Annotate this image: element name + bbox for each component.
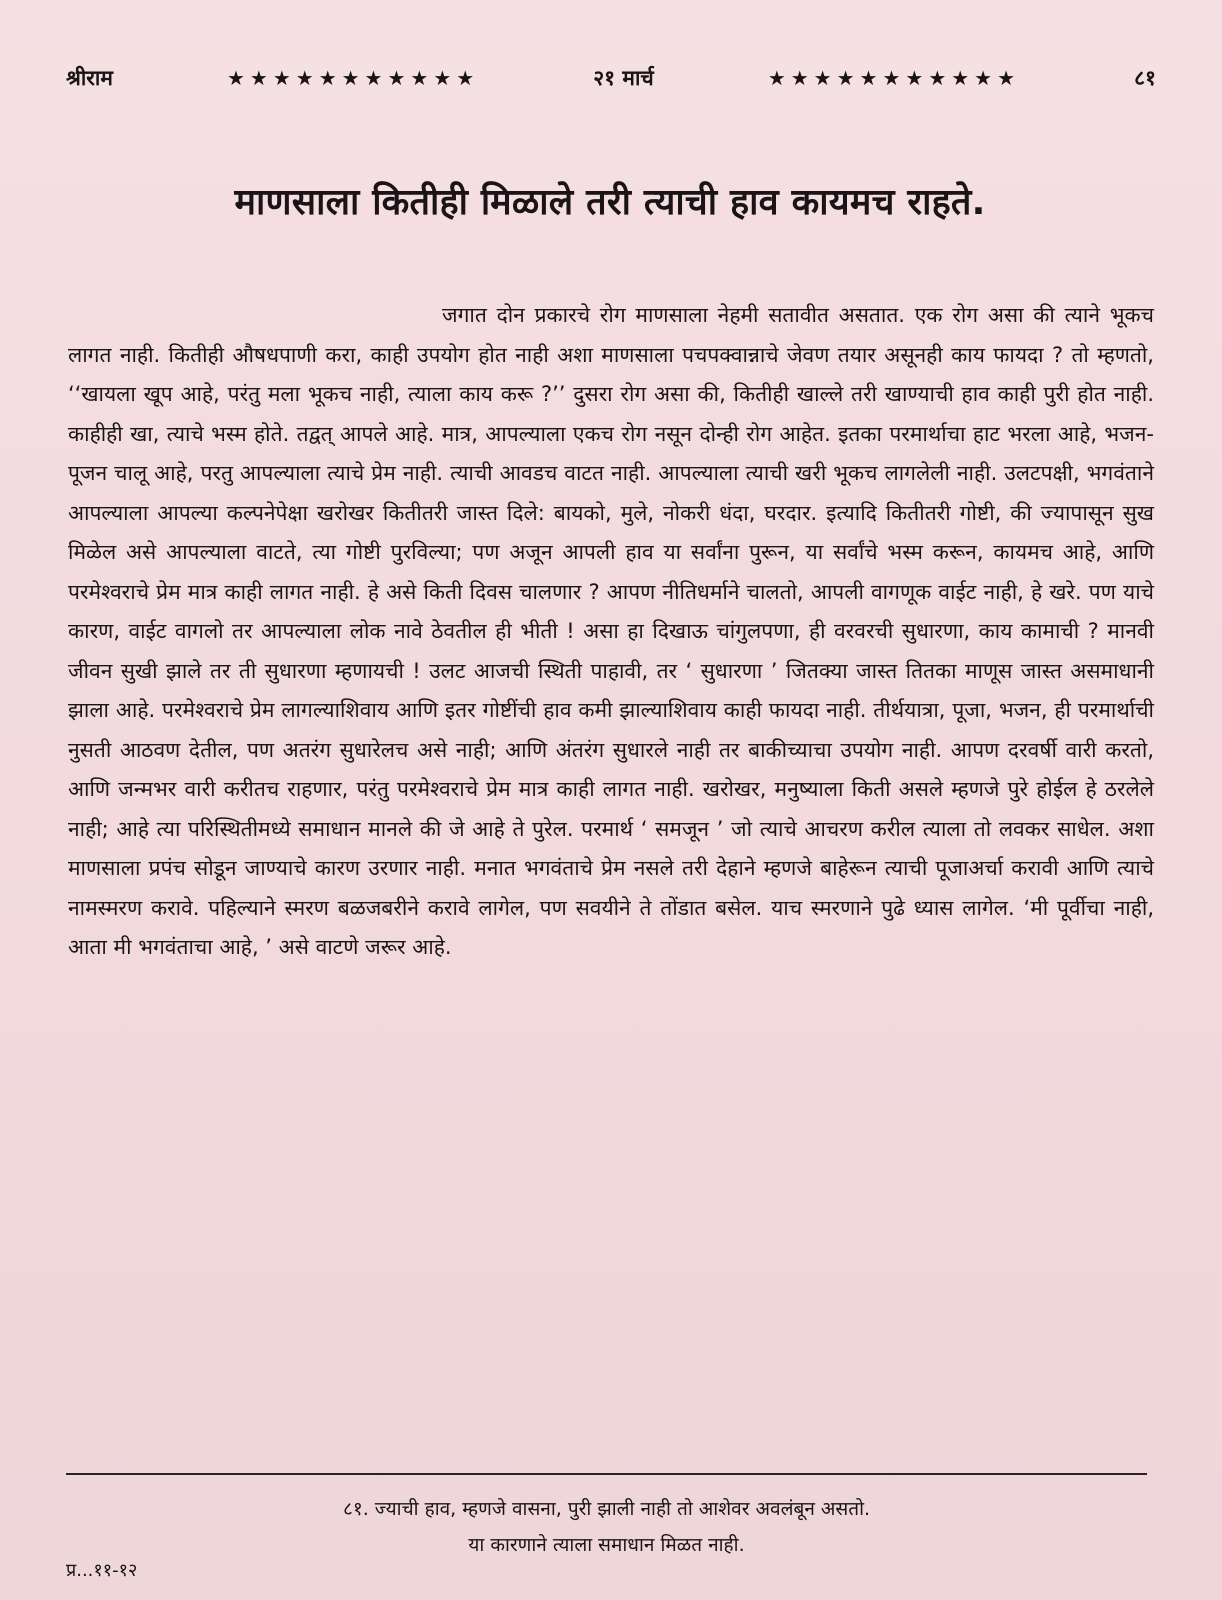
- print-signature: प्र...११-१२: [66, 1560, 138, 1581]
- footnote-divider: [66, 1473, 1147, 1475]
- body-paragraph: जगात दोन प्रकारचे रोग माणसाला नेहमी सतावीत असतात. एक रोग असा की त्याने भूकच लागत नाही. कितीही औषधपाणी करा, काही उपयोग होत नाही अशा माणसाला पचपक्वान्नाचे जेवण तयार असूनही काय फायदा ? तो म्हणतो, ‘‘खायला खूप आहे, परंतु मला भूकच नाही, त्याला काय करू ?’’ दुसरा रोग असा की, कितीही खाल्ले तरी खाण्याची हाव काही पुरी होत नाही. काहीही खा, त्याचे भस्म होते. तद्वत् आपले आहे. मात्र, आपल्याला एकच रोग नसून दोन्ही रोग आहेत. इतका परमार्थाचा हाट भरला आहे, भजन-पूजन चालू आहे, परतु आपल्याला त्याचे प्रेम नाही. त्याची आवडच वाटत नाही. आपल्याला त्याची खरी भूकच लागलेली नाही. उलटपक्षी, भगवंताने आपल्याला आपल्या कल्पनेपेक्षा खरोखर कितीतरी जास्त दिले: बायको, मुले, नोकरी धंदा, घरदार. इत्यादि कितीतरी गोष्टी, की ज्यापासून सुख मिळेल असे आपल्याला वाटते, त्या गोष्टी पुरविल्या; पण अजून आपली हाव या सर्वांना पुरून, या सर्वांचे भस्म करून, कायमच आहे, आणि परमेश्वराचे प्रेम मात्र काही लागत नाही. हे असे किती दिवस चालणार ? आपण नीतिधर्माने चालतो, आपली वागणूक वाईट नाही, हे खरे. पण याचे कारण, वाईट वागलो तर आपल्याला लोक नावे ठेवतील ही भीती ! असा हा दिखाऊ चांगुलपणा, ही वरवरची सुधारणा, काय कामाची ? मानवी जीवन सुखी झाले तर ती सुधारणा म्हणायची ! उलट आजची स्थिती पाहावी, तर ‘ सुधारणा ’ जितक्या जास्त तितका माणूस जास्त असमाधानी झाला आहे. परमेश्वराचे प्रेम लागल्याशिवाय आणि इतर गोष्टींची हाव कमी झाल्याशिवाय काही फायदा नाही. तीर्थयात्रा, पूजा, भजन, ही परमार्थाची नुसती आठवण देतील, पण अतरंग सुधारेलच असे नाही; आणि अंतरंग सुधारले नाही तर बाकीच्याचा उपयोग नाही. आपण दरवर्षी वारी करतो, आणि जन्मभर वारी करीतच राहणार, परंतु परमेश्वराचे प्रेम मात्र काही लागत नाही. खरोखर, मनुष्याला किती असले म्हणजे पुरे होईल हे ठरलेले नाही; आहे त्या परिस्थितीमध्ये समाधान मानले की जे आहे ते पुरेल. परमार्थ ‘ समजून ’ जो त्याचे आचरण करील त्याला तो लवकर साधेल. अशा माणसाला प्रपंच सोडून जाण्याचे कारण उरणार नाही. मनात भगवंताचे प्रेम नसले तरी देहाने म्हणजे बाहेरून त्याची पूजाअर्चा करावी आणि त्याचे नामस्मरण करावे. पहिल्याने स्मरण बळजबरीने करावे लागेल, पण सवयीने ते तोंडात बसेल. याच स्मरणाने पुढे ध्यास लागेल. ‘मी पूर्वीचा नाही, आता मी भगवंताचा आहे, ’ असे वाटणे जरूर आहे.: [68, 303, 1154, 959]
- footnote-line-1: ८१. ज्याची हाव, म्हणजे वासना, पुरी झाली नाही तो आशेवर अवलंबून असतो.: [342, 1498, 871, 1520]
- running-header: [66, 58, 1156, 98]
- header-stars-left: ★★★★★★★★★★★: [226, 66, 480, 90]
- header-left-text: श्रीराम: [66, 66, 113, 90]
- footnote-line-2: या कारणाने त्याला समाधान मिळत नाही.: [468, 1534, 745, 1556]
- footnote: [66, 1491, 1147, 1563]
- main-text: [68, 296, 1154, 968]
- page-number: ८१: [1134, 66, 1156, 90]
- header-date: २१ मार्च: [593, 66, 654, 90]
- page-title: माणसाला कितीही मिळाले तरी त्याची हाव कायमच राहते.: [234, 182, 986, 223]
- header-stars-right: ★★★★★★★★★★★: [767, 66, 1021, 90]
